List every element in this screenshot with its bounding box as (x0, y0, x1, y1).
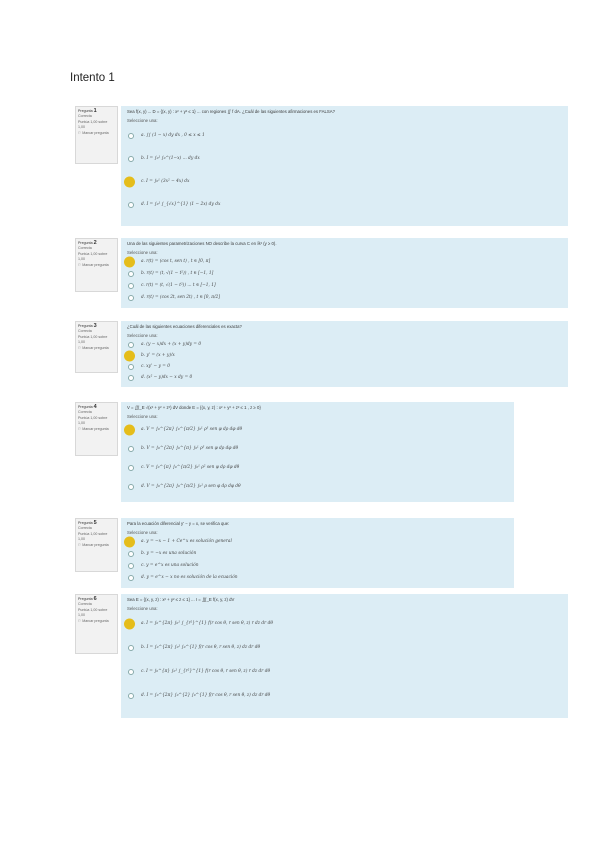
radio-button[interactable] (128, 563, 134, 569)
question-info (75, 402, 118, 456)
option-text: d. y = e^x − x no es solución de la ecuación (141, 575, 238, 580)
answer-option[interactable] (127, 458, 508, 477)
question-stem: Para la ecuación diferencial y' − y = x, se verifica que: (127, 521, 230, 526)
question-points: Puntúa 1,00 sobre 1,00 (78, 119, 108, 130)
option-text: a. V = ∫₀^{2π} ∫₀^{π/2} ∫₀¹ ρ³ sen φ dρ dφ dθ (141, 427, 243, 432)
radio-button[interactable] (128, 669, 134, 675)
question-status: Correcta (78, 329, 92, 334)
options-list (127, 339, 562, 383)
question-number: Pregunta 3 (78, 323, 97, 329)
option-text: a. ∫∫ (1 − x) dy dx , 0 ≤ x ≤ 1 (141, 133, 205, 138)
radio-button[interactable] (128, 342, 134, 348)
question-stem: V = ∭_E √(x² + y² + z²) dV donde E = {(x, y, z) : x² + y² + z² ≤ 1 , z ≥ 0} (127, 405, 261, 410)
answer-option[interactable] (127, 292, 562, 304)
radio-button[interactable] (128, 446, 134, 452)
question-info (75, 106, 118, 164)
flag-question-link[interactable]: ⚐ Marcar pregunta (78, 543, 115, 548)
answer-option[interactable] (127, 636, 562, 660)
select-label: Seleccione una: (127, 250, 158, 255)
option-text: a. r(t) = (cos t, sen t) , t ∈ [0, π] (141, 259, 211, 264)
radio-button[interactable] (128, 484, 134, 490)
option-text: b. I = ∫₀^{2π} ∫₀¹ ∫₀^{1} f(r cos θ, r sen θ, z) dz dr dθ (141, 645, 261, 650)
radio-button[interactable] (128, 364, 134, 370)
radio-button[interactable] (128, 202, 134, 208)
question-number: Pregunta 5 (78, 520, 97, 526)
radio-button[interactable] (124, 424, 135, 435)
option-text: b. V = ∫₀^{2π} ∫₀^{π} ∫₀¹ ρ³ sen φ dρ dφ dθ (141, 446, 239, 451)
question-content (121, 518, 514, 588)
option-text: c. V = ∫₀^{π} ∫₀^{π/2} ∫₀¹ ρ² sen φ dρ dφ dθ (141, 465, 240, 470)
answer-option[interactable] (127, 361, 562, 372)
option-text: b. I = ∫₀¹ ∫₀^(1−x) ... dy dx (141, 156, 200, 161)
question-content (121, 238, 568, 308)
question-content (121, 106, 568, 226)
options-list (127, 420, 508, 496)
select-label: Seleccione una: (127, 118, 158, 123)
answer-option[interactable] (127, 660, 562, 684)
question-status: Correcta (78, 114, 92, 119)
radio-button[interactable] (128, 271, 134, 277)
answer-option[interactable] (127, 268, 562, 280)
radio-button[interactable] (124, 537, 135, 548)
option-text: d. V = ∫₀^{2π} ∫₀^{π/2} ∫₀¹ ρ sen φ dρ dφ dθ (141, 484, 241, 489)
question-stem: ¿Cuál de las siguientes ecuaciones diferenciales es exacta? (127, 324, 242, 329)
option-text: b. r(t) = (t, √(1 − t²)) , t ∈ [−1, 1] (141, 271, 214, 276)
radio-button[interactable] (128, 693, 134, 699)
question-info (75, 518, 118, 572)
option-text: c. xy' − y = 0 (141, 364, 170, 369)
question-points: Puntúa 1,00 sobre 1,00 (78, 531, 108, 542)
option-text: c. y = e^x es una solución (141, 563, 199, 568)
question-content (121, 402, 514, 502)
answer-option[interactable] (127, 536, 508, 548)
option-text: b. y = −x es una solución (141, 551, 197, 556)
question-status: Correcta (78, 526, 92, 531)
select-label: Seleccione una: (127, 414, 158, 419)
radio-button[interactable] (128, 375, 134, 381)
answer-option[interactable] (127, 477, 508, 496)
question-number: Pregunta 2 (78, 240, 97, 246)
question-info (75, 321, 118, 373)
question-points: Puntúa 1,00 sobre 1,00 (78, 415, 108, 426)
question-stem: Sea f(x, y) ... D = {(x, y) : x² + y² ≤ 1} ... con regiones ∬ f dA. ¿Cuál de las siguientes afirmaciones es FALSA? (127, 109, 336, 114)
question-status: Correcta (78, 602, 92, 607)
option-text: b. y' = (x + y)/x (141, 353, 175, 358)
option-text: c. r(t) = (t, √(1 − t²)) ... t ∈ [−1, 1] (141, 283, 216, 288)
answer-option[interactable] (127, 350, 562, 361)
flag-question-link[interactable]: ⚐ Marcar pregunta (78, 263, 115, 268)
answer-option[interactable] (127, 372, 562, 383)
answer-option[interactable] (127, 124, 562, 147)
question-points: Puntúa 1,00 sobre 1,00 (78, 251, 108, 262)
answer-option[interactable] (127, 572, 508, 584)
answer-option[interactable] (127, 339, 562, 350)
flag-question-link[interactable]: ⚐ Marcar pregunta (78, 131, 115, 136)
question-status: Correcta (78, 246, 92, 251)
flag-question-link[interactable]: ⚐ Marcar pregunta (78, 619, 115, 624)
options-list (127, 256, 562, 304)
radio-button[interactable] (128, 156, 134, 162)
answer-option[interactable] (127, 560, 508, 572)
answer-option[interactable] (127, 420, 508, 439)
answer-option[interactable] (127, 147, 562, 170)
select-label: Seleccione una: (127, 606, 158, 611)
flag-question-link[interactable]: ⚐ Marcar pregunta (78, 346, 115, 351)
answer-option[interactable] (127, 170, 562, 193)
options-list (127, 536, 508, 584)
question-info (75, 594, 118, 654)
radio-button[interactable] (128, 575, 134, 581)
option-text: d. r(t) = (cos 2t, sen 2t) , t ∈ [0, π/2] (141, 295, 220, 300)
question-number: Pregunta 6 (78, 596, 97, 602)
question-content (121, 594, 568, 718)
answer-option[interactable] (127, 548, 508, 560)
answer-option[interactable] (127, 612, 562, 636)
question-stem: Sea E = {(x, y, z) : x² + y² ≤ z ≤ 1} ... I = ∭_E f(x, y, z) dV (127, 597, 235, 602)
question-stem: Una de las siguientes parametrizaciones NO describe la curva C en ℝ² (y ≥ 0). (127, 241, 277, 246)
radio-button[interactable] (128, 283, 134, 289)
question-points: Puntúa 1,00 sobre 1,00 (78, 607, 108, 618)
option-text: a. (y − x)dx + (x + y)dy = 0 (141, 342, 202, 347)
select-label: Seleccione una: (127, 530, 158, 535)
option-text: d. I = ∫₀^{2π} ∫₀^{2} ∫₀^{1} f(r cos θ, r sen θ, z) dz dr dθ (141, 693, 271, 698)
answer-option[interactable] (127, 439, 508, 458)
options-list (127, 612, 562, 708)
radio-button[interactable] (128, 645, 134, 651)
option-text: d. (x² − y)dx − x dy = 0 (141, 375, 193, 380)
radio-button[interactable] (124, 350, 135, 361)
radio-button[interactable] (128, 465, 134, 471)
answer-option[interactable] (127, 256, 562, 268)
option-text: c. I = ∫₀^{π} ∫₀¹ ∫_{r²}^{1} f(r cos θ, r sen θ, z) r dz dr dθ (141, 669, 271, 674)
question-number: Pregunta 4 (78, 404, 97, 410)
question-info (75, 238, 118, 292)
radio-button[interactable] (128, 551, 134, 557)
option-text: c. I = ∫₀¹ (3x² − 4x) dx (141, 179, 190, 184)
question-number: Pregunta 1 (78, 108, 97, 114)
answer-option[interactable] (127, 280, 562, 292)
radio-button[interactable] (128, 133, 134, 139)
question-points: Puntúa 1,00 sobre 1,00 (78, 334, 108, 345)
answer-option[interactable] (127, 684, 562, 708)
radio-button[interactable] (124, 257, 135, 268)
answer-option[interactable] (127, 193, 562, 216)
option-text: a. I = ∫₀^{2π} ∫₀¹ ∫_{r²}^{1} f(r cos θ, r sen θ, z) r dz dr dθ (141, 621, 273, 626)
option-text: a. y = −x − 1 + Ce^x es solución general (141, 539, 232, 544)
radio-button[interactable] (124, 176, 135, 187)
radio-button[interactable] (128, 295, 134, 301)
flag-question-link[interactable]: ⚐ Marcar pregunta (78, 427, 115, 432)
radio-button[interactable] (124, 619, 135, 630)
options-list (127, 124, 562, 216)
question-status: Correcta (78, 410, 92, 415)
select-label: Seleccione una: (127, 333, 158, 338)
page-title: Intento 1 (70, 72, 115, 84)
question-content (121, 321, 568, 387)
option-text: d. I = ∫₀¹ ∫_{√x}^{1} (1 − 2x) dy dx (141, 202, 221, 207)
